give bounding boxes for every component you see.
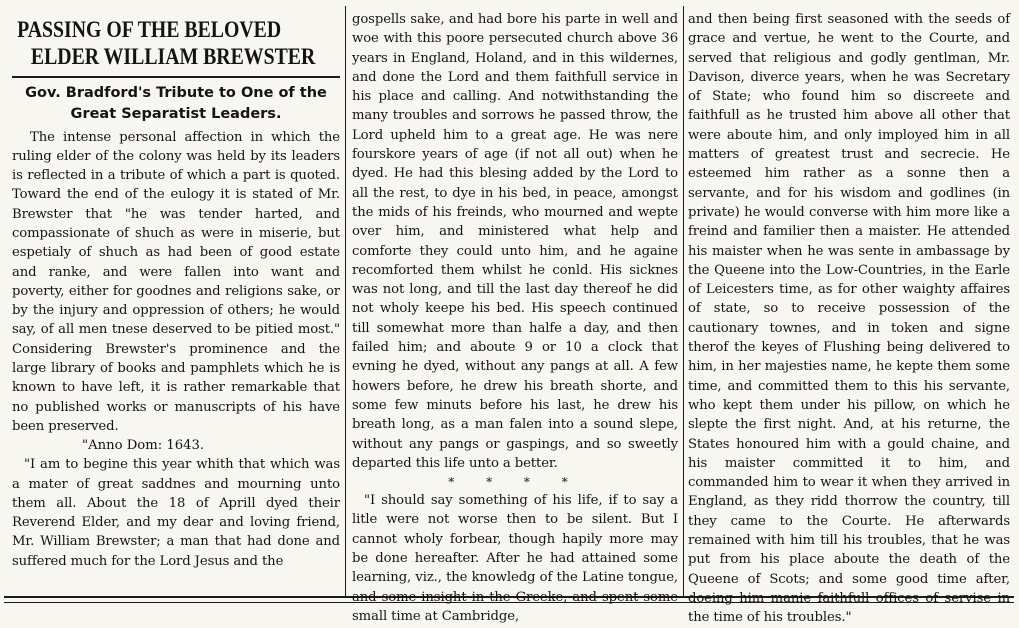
column-rule-1 — [345, 6, 346, 598]
column-2 — [352, 10, 678, 624]
headline-divider — [12, 76, 340, 78]
column-1 — [12, 10, 340, 596]
quote-2-paragraph-start: "I should say something of his life, if to say a litle were not worse then to be silent. But I cannot wholy forbear, though hapily more may be done hereafter. After he had attained some learning, viz., the knowledg of the Latine tongue, and some insight in the Greeke, and spent some small time at Cambridge, — [352, 493, 678, 624]
quote-1-paragraph-continued: gospells sake, and had bore his parte in well and woe with this poore persecuted church above 36 years in England, Holand, and in this wildernes, and done the Lord and them faithfull service in his place and calling. And notwithstanding the many troubles and sorrows he passed throw, the Lord upheld him to a great age. He was nere fourskore years of age (if not all out) when he dyed. He had this blesing added by the Lord to all the rest, to dye in his bed, in peace, amongst the mids of his freinds, who mourned and wepte over him, and ministered what help and comforte they could unto him, and he againe recomforted them whilst he conld. His sicknes was not long, and till the last day thereof he did not wholy keepe his bed. His speech continued till somewhat more than halfe a day, and then failed him; and aboute 9 or 10 a clock that evning he dyed, without any pangs at all. A few howers before, he drew his breath shorte, and some few minuts before his last, he drew his breath long, as a man falen into a sound slepe, without any pangs or gaspings, and so sweetly departed this life unto a better. — [352, 12, 678, 471]
dateline: "Anno Dom: 1643. — [82, 438, 205, 454]
headline-line-1: PASSING OF THE BELOVED — [17, 17, 282, 42]
column-3 — [688, 10, 1010, 626]
subheadline: Gov. Bradford's Tribute to One of the Great Separatist Leaders. — [25, 84, 327, 122]
quote-1-paragraph-start: "I am to begine this year whith that which was a mater of great saddnes and mourning unto them all. About the 18 of Aprill dyed their Reverend Elder, and my dear and loving friend, Mr. William Brewster; a man that had done and suffered much for the Lord Jesus and the — [12, 457, 340, 569]
intro-paragraph: The intense personal affection in which the ruling elder of the colony was held by its leaders is reflected in a tribute of which a part is quoted. Toward the end of the eulogy it is stated of Mr. Brewster that "he was tender harted, and compassionate of shuch as were in miserie, but espetialy of shuch as had been of good estate and ranke, and were fallen into want and poverty, either for goodnes and religions sake, or by the injury and oppression of others; he would say, of all men tnese deserved to be pitied most." Considering Brewster's prominence and the large library of books and pamphlets which he is known to have left, it is rather remarkable that no published works or manuscripts of his have been preserved. — [12, 129, 340, 434]
column-rule-2 — [683, 6, 684, 598]
quote-2-paragraph-continued: and then being first seasoned with the seeds of grace and vertue, he went to the Courte, and served that religious and godly gentlman, Mr. Davison, diverce years, when he was Secretary of State; who found him so discreete and faithfull as he trusted him above all other that were aboute him, and only imployed him in all matters of greatest trust and secrecie. He esteemed him rather as a sonne then a servante, and for his wisdom and godlines (in private) he would converse with him more like a freind and familier then a maister. He attended his maister when he was sente in ambassage by the Queene into the Low-Countries, in the Earle of Leicesters time, as for other waighty affaires of state, so to receive possession of the cautionary townes, and in token and signe therof the keyes of Flushing being delivered to him, in her majesties name, he kepte them some time, and committed them to this his servante, who kept them under his pillow, on which he slepte the first night. And, at his returne, the States honoured him with a gould chaine, and his maister committed it to him, and commanded him to wear it when they arrived in England, as they ridd thorrow the country, till they came to the Courte. He afterwards remained with him till his troubles, that he was put from his place aboute the death of the Queene of Scots; and some good time after, doeing him manie faithfull offices of servise in the time of his troubles." — [688, 12, 1010, 626]
headline-line-2: ELDER WILLIAM BREWSTER — [30, 44, 316, 69]
section-separator: * * * * — [448, 475, 582, 490]
headline — [12, 16, 339, 70]
